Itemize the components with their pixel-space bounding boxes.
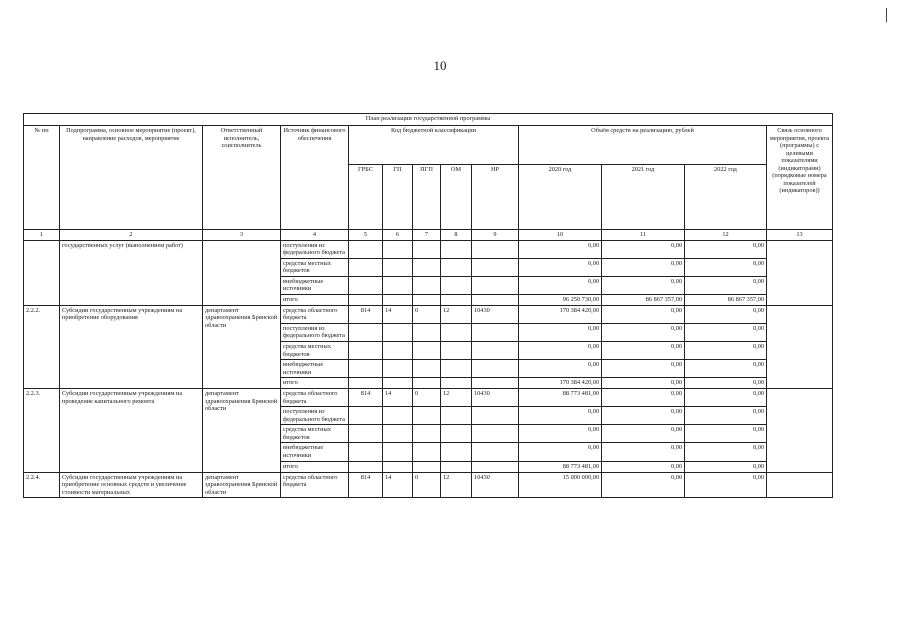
- measure-name: Субсидии государственным учреждениям на приобретение основных средств и увеличение стоимости материальных: [60, 472, 203, 498]
- code-grbs: 814: [349, 389, 383, 407]
- funding-source: средства местных бюджетов: [281, 342, 349, 360]
- column-number: 1: [24, 230, 60, 241]
- code-om: 12: [441, 472, 472, 498]
- subheader-nr: НР: [472, 165, 519, 230]
- funding-source: средства областного бюджета: [281, 305, 349, 323]
- code-nr: [472, 240, 519, 258]
- code-nr: 10430: [472, 389, 519, 407]
- code-om: 12: [441, 389, 472, 407]
- row-number: 2.2.4.: [24, 472, 60, 498]
- indicator-link: [767, 305, 833, 388]
- column-number: 7: [413, 230, 441, 241]
- code-om: [441, 342, 472, 360]
- code-pgp: 0: [413, 472, 441, 498]
- indicator-link: [767, 389, 833, 472]
- header-no: № пп: [24, 126, 60, 230]
- value-2022: 0,00: [685, 425, 767, 443]
- code-om: [441, 443, 472, 461]
- column-number: 8: [441, 230, 472, 241]
- measure-name: Субсидии государственным учреждениям на приобретение оборудования: [60, 305, 203, 388]
- code-pgp: [413, 240, 441, 258]
- code-om: [441, 276, 472, 294]
- header-source: Источник финансового обеспечения: [281, 126, 349, 230]
- code-grbs: [349, 294, 383, 305]
- code-nr: [472, 360, 519, 378]
- value-2020: 0,00: [519, 407, 602, 425]
- code-grbs: [349, 461, 383, 472]
- code-pgp: [413, 360, 441, 378]
- executor: департамент здравоохранения Брянской области: [203, 305, 281, 388]
- code-pgp: [413, 294, 441, 305]
- value-2021: 0,00: [602, 425, 685, 443]
- code-om: [441, 407, 472, 425]
- value-2022: 0,00: [685, 305, 767, 323]
- funding-source: поступления из федерального бюджета: [281, 240, 349, 258]
- value-2022: 0,00: [685, 407, 767, 425]
- value-2020: 88 773 481,00: [519, 461, 602, 472]
- code-grbs: [349, 258, 383, 276]
- value-2022: 0,00: [685, 240, 767, 258]
- code-gp: [383, 443, 413, 461]
- funding-source: внебюджетные источники: [281, 443, 349, 461]
- funding-source: средства областного бюджета: [281, 472, 349, 498]
- code-grbs: [349, 360, 383, 378]
- code-pgp: 0: [413, 305, 441, 323]
- funding-source: внебюджетные источники: [281, 360, 349, 378]
- value-2022: 0,00: [685, 323, 767, 341]
- value-2022: 86 867 357,00: [685, 294, 767, 305]
- value-2021: 0,00: [602, 378, 685, 389]
- funding-source: средства областного бюджета: [281, 389, 349, 407]
- code-gp: 14: [383, 389, 413, 407]
- code-grbs: [349, 276, 383, 294]
- column-number: 2: [60, 230, 203, 241]
- code-pgp: [413, 258, 441, 276]
- value-2022: 0,00: [685, 258, 767, 276]
- code-om: [441, 258, 472, 276]
- value-2020: 0,00: [519, 425, 602, 443]
- subheader-2021: 2021 год: [602, 165, 685, 230]
- code-gp: [383, 360, 413, 378]
- table-row: [24, 240, 833, 258]
- funding-source: итого: [281, 461, 349, 472]
- funding-source: итого: [281, 378, 349, 389]
- code-gp: [383, 323, 413, 341]
- column-number-row: [24, 230, 833, 241]
- funding-source: поступления из федерального бюджета: [281, 323, 349, 341]
- funding-source: средства местных бюджетов: [281, 258, 349, 276]
- code-grbs: [349, 407, 383, 425]
- code-om: [441, 461, 472, 472]
- code-gp: [383, 258, 413, 276]
- code-om: [441, 323, 472, 341]
- value-2020: 0,00: [519, 443, 602, 461]
- value-2021: 0,00: [602, 258, 685, 276]
- executor: департамент здравоохранения Брянской области: [203, 472, 281, 498]
- subheader-om: ОМ: [441, 165, 472, 230]
- code-nr: [472, 342, 519, 360]
- value-2020: 0,00: [519, 323, 602, 341]
- value-2020: 0,00: [519, 258, 602, 276]
- code-om: [441, 240, 472, 258]
- value-2022: 0,00: [685, 389, 767, 407]
- value-2021: 0,00: [602, 305, 685, 323]
- code-grbs: [349, 342, 383, 360]
- code-pgp: [413, 443, 441, 461]
- code-pgp: [413, 342, 441, 360]
- code-grbs: [349, 443, 383, 461]
- value-2021: 0,00: [602, 323, 685, 341]
- column-number: 12: [685, 230, 767, 241]
- code-gp: [383, 294, 413, 305]
- value-2021: 86 867 357,00: [602, 294, 685, 305]
- value-2021: 0,00: [602, 472, 685, 498]
- value-2022: 0,00: [685, 378, 767, 389]
- code-grbs: [349, 378, 383, 389]
- header-volume: Объём средств на реализацию, рублей: [519, 126, 767, 165]
- value-2020: 0,00: [519, 240, 602, 258]
- value-2020: 170 384 420,00: [519, 305, 602, 323]
- table-row: [24, 389, 833, 407]
- subheader-2020: 2020 год: [519, 165, 602, 230]
- program-plan-table: [23, 113, 833, 498]
- subheader-pgp: ПГП: [413, 165, 441, 230]
- funding-source: средства местных бюджетов: [281, 425, 349, 443]
- value-2021: 0,00: [602, 389, 685, 407]
- row-number: 2.2.3.: [24, 389, 60, 472]
- code-grbs: [349, 425, 383, 443]
- value-2022: 0,00: [685, 461, 767, 472]
- value-2021: 0,00: [602, 240, 685, 258]
- page-edge-mark: [886, 8, 887, 22]
- value-2021: 0,00: [602, 342, 685, 360]
- code-grbs: [349, 240, 383, 258]
- value-2022: 0,00: [685, 342, 767, 360]
- code-grbs: 814: [349, 305, 383, 323]
- indicator-link: [767, 240, 833, 305]
- executor: [203, 240, 281, 305]
- column-number: 13: [767, 230, 833, 241]
- value-2020: 88 773 481,00: [519, 389, 602, 407]
- column-number: 3: [203, 230, 281, 241]
- column-number: 5: [349, 230, 383, 241]
- value-2021: 0,00: [602, 443, 685, 461]
- code-nr: [472, 407, 519, 425]
- code-nr: [472, 425, 519, 443]
- column-number: 9: [472, 230, 519, 241]
- code-nr: [472, 276, 519, 294]
- code-gp: [383, 425, 413, 443]
- funding-source: итого: [281, 294, 349, 305]
- value-2021: 0,00: [602, 360, 685, 378]
- executor: департамент здравоохранения Брянской области: [203, 389, 281, 472]
- column-number: 11: [602, 230, 685, 241]
- code-om: 12: [441, 305, 472, 323]
- code-nr: [472, 258, 519, 276]
- value-2020: 0,00: [519, 276, 602, 294]
- table-row: [24, 305, 833, 323]
- table-row: [24, 472, 833, 498]
- code-grbs: 814: [349, 472, 383, 498]
- code-gp: 14: [383, 472, 413, 498]
- code-gp: [383, 342, 413, 360]
- code-om: [441, 294, 472, 305]
- code-pgp: [413, 378, 441, 389]
- page-number: 10: [433, 58, 447, 73]
- table-title: План реализации государственной программы: [24, 114, 833, 126]
- code-gp: [383, 240, 413, 258]
- header-subprogram: Подпрограмма, основное мероприятие (проект), направление расходов, мероприятие: [60, 126, 203, 230]
- code-nr: 10430: [472, 305, 519, 323]
- code-grbs: [349, 323, 383, 341]
- code-om: [441, 378, 472, 389]
- code-nr: [472, 378, 519, 389]
- code-om: [441, 425, 472, 443]
- value-2020: 15 000 000,00: [519, 472, 602, 498]
- value-2020: 170 384 420,00: [519, 378, 602, 389]
- header-link: Связь основного мероприятия, проекта (программы) с целевыми показателями (индикаторами) (порядковые номера показателей (индикаторов)): [767, 126, 833, 230]
- code-nr: [472, 461, 519, 472]
- indicator-link: [767, 472, 833, 498]
- funding-source: внебюджетные источники: [281, 276, 349, 294]
- measure-name: государственных услуг (выполнением работ): [60, 240, 203, 305]
- row-number: [24, 240, 60, 305]
- code-nr: [472, 323, 519, 341]
- code-nr: 10430: [472, 472, 519, 498]
- value-2021: 0,00: [602, 461, 685, 472]
- column-number: 6: [383, 230, 413, 241]
- header-budget-code: Код бюджетной классификации: [349, 126, 519, 165]
- code-pgp: [413, 323, 441, 341]
- value-2022: 0,00: [685, 276, 767, 294]
- subheader-grbs: ГРБС: [349, 165, 383, 230]
- value-2022: 0,00: [685, 360, 767, 378]
- value-2022: 0,00: [685, 443, 767, 461]
- value-2020: 0,00: [519, 360, 602, 378]
- measure-name: Субсидии государственным учреждениям на проведение капитального ремонта: [60, 389, 203, 472]
- code-om: [441, 360, 472, 378]
- code-gp: [383, 378, 413, 389]
- value-2021: 0,00: [602, 407, 685, 425]
- subheader-gp: ГП: [383, 165, 413, 230]
- funding-source: поступления из федерального бюджета: [281, 407, 349, 425]
- header-executor: Ответственный исполнитель, соисполнитель: [203, 126, 281, 230]
- code-gp: [383, 461, 413, 472]
- code-pgp: [413, 276, 441, 294]
- column-number: 4: [281, 230, 349, 241]
- code-pgp: 0: [413, 389, 441, 407]
- code-nr: [472, 294, 519, 305]
- value-2022: 0,00: [685, 472, 767, 498]
- code-pgp: [413, 425, 441, 443]
- code-gp: 14: [383, 305, 413, 323]
- code-pgp: [413, 461, 441, 472]
- subheader-2022: 2022 год: [685, 165, 767, 230]
- row-number: 2.2.2.: [24, 305, 60, 388]
- value-2020: 96 250 730,00: [519, 294, 602, 305]
- code-nr: [472, 443, 519, 461]
- value-2020: 0,00: [519, 342, 602, 360]
- code-gp: [383, 407, 413, 425]
- table-body: [24, 240, 833, 498]
- column-number: 10: [519, 230, 602, 241]
- code-gp: [383, 276, 413, 294]
- value-2021: 0,00: [602, 276, 685, 294]
- code-pgp: [413, 407, 441, 425]
